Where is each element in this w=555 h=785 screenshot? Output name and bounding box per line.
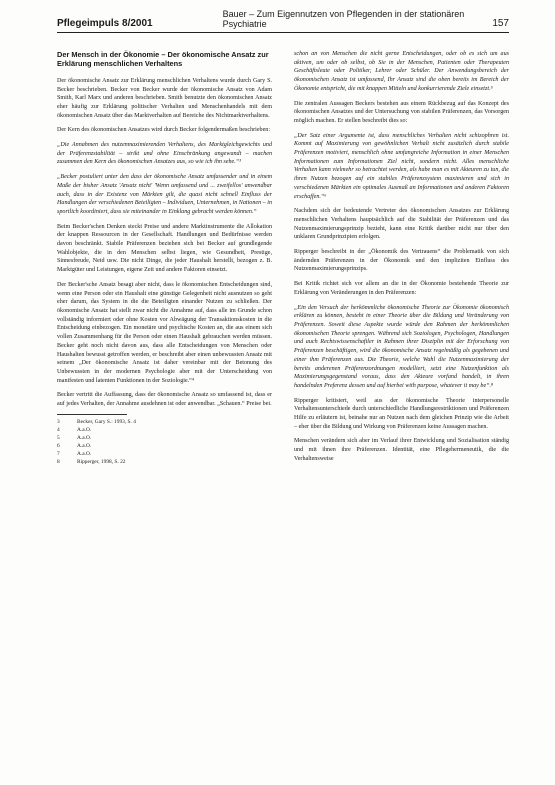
paragraph: Die zentralen Aussagen Beckers bestehen aus einem Rückbezug auf das Konzept des ökonomischen Ansatzes und der Untersuchung von stabilen Präferenzen, das Vorsorgen möglich machen. Er stellen beschreibt dies so: bbox=[294, 100, 509, 124]
footnote-text: A.a.O. bbox=[77, 434, 92, 441]
paragraph: Bei Kritik richtet sich vor allem an die in der Ökonomie bestehende Theorie zur Erklärung von Veränderungen in den Präferenzen: bbox=[294, 281, 509, 296]
paragraph: Menschen verändern sich aber im Verlauf ihrer Entwicklung und Sozialisation ständig und mit ihnen ihre Präferenzen. Identität, eine Pflegehermeneutik, die die Verhaltensweise bbox=[294, 438, 509, 462]
footnote-number: 5 bbox=[57, 434, 60, 441]
footnote bbox=[57, 458, 272, 466]
paragraph: Ripperger kritisiert, weil aus der ökonomische Theorie interpersonelle Verhaltensunterschiede durch unterschiedliche Handlungsrestriktionen und Präferenzen Hilfe zu erläutern ist, beinahe nur an Nutzen nach dem gleichen Prinzip wie die Arbeit – eher über die Bildung und Wirkung von Präferenzen keine Aussagen machen. bbox=[294, 397, 509, 430]
footnote bbox=[57, 434, 272, 442]
paragraph: Beim Becker'schen Denken steckt Preise und andere Marktinstrumente die Allokation der knappen Ressourcen in der Gesellschaft. Handlungen und Bedürfnisse werden davon beschränkt. Stabile Präferenzen beziehen sich bei Becker auf grundlegende Wahlobjekte, die in den Menschen selbst liegen, wie Gesundheit, Prestige, Sinnesfreude, Neid usw. Die nicht Dinge, die jeder Haushalt herstellt, bezogen z. B. Marktgüter und Leistungen, eigene Zeit und andere Faktoren einsetzt. bbox=[57, 223, 272, 274]
footnotes bbox=[57, 418, 272, 466]
footnote-number: 4 bbox=[57, 426, 60, 433]
section-title: Der Mensch in der Ökonomie – Der ökonomische Ansatz zur Erklärung menschlichen Verhaltens bbox=[57, 50, 269, 69]
block-quote: „Ein den Versuch der herkömmliche ökonomische Theorie zur Ökonomie ökonomisch erklären zu können, besteht in einer Theorie über die Bildung und Veränderung von Präferenzen. Soweit diese Aspekte wurde würde den Rahmen der herkömmlichen ökonomischen Theorie sprengen. Während sich Soziologen, Psychologen, Handlungen und auch Rechtswissenschaftler in Rahmen ihrer Disziplin mit der Erforschung von Präferenzen beschäftigen, wird die ökonomische Ansatz regelmäßig als gegebenen und einer ihm Präferenzen aus. Die Theorie, welche Wahl die Nutzenmaximierung der bereits anderenen Präferenzordnungen modelliert, setzt eine Nutzenfunktion als Maximierungsgegenstand voraus, dass den Akteure vorfand handelt, in ihren handelnden Preferenz dessen und auf hierbei with purpose, whatever it may be“.⁸ bbox=[294, 304, 509, 389]
right-column bbox=[294, 50, 509, 470]
journal-name: Pflegeimpuls 8/2001 bbox=[57, 18, 153, 29]
footnote bbox=[57, 450, 272, 458]
footnote-number: 6 bbox=[57, 442, 60, 449]
running-header bbox=[57, 9, 509, 33]
footnote-text: Becker, Gary S.: 1993, S. 4 bbox=[77, 418, 136, 425]
footnote-text: A.a.O. bbox=[77, 442, 92, 449]
page-number: 157 bbox=[492, 18, 509, 29]
footnote-text: Ripperger, 1998, S. 22 bbox=[77, 458, 126, 465]
paragraph: Ripperger beschreibt in der „Ökonomik des Vertrauens“ die Problematik von sich ändernden Präferenzen in der Ökonomik und den impliziten Einfluss des Nutzenmaximierungsprinzips. bbox=[294, 249, 509, 273]
footnote-text: A.a.O. bbox=[77, 426, 92, 433]
block-quote: „Die Annahmen des nutzenmaximierenden Verhaltens, des Marktgleichgewichts und der Präferenzstabilität – strikt und ohne Einschränkung angewandt – machen zusammen den Kern des ökonomischen Ansatzes aus, so wie ich ihn sehe.“³ bbox=[57, 142, 272, 166]
paragraph: Becker vertritt die Auffassung, dass der ökonomische Ansatz so umfassend ist, dass er auf jedes Verhalten, der Annahme ausdehnen ist oder anwendbar. „Schauen.“ Preise bei. bbox=[57, 392, 272, 408]
footnote-divider bbox=[57, 414, 127, 415]
paragraph: Nachdem sich der bedeutende Vertreter des ökonomischen Ansatzes zur Erklärung menschlichen Verhaltens hauptsächlich auf die Stabilität der Präferenzen und das Nutzenmaximierungsprinzip bezieht, kann eine Kritik darüber nicht nur über den unklaren Grundprinzipien erfolgen. bbox=[294, 208, 509, 241]
footnote bbox=[57, 426, 272, 434]
block-quote: „Der Satz einer Argumente ist, dass menschliches Verhalten nicht schizophren ist. Kommt auf Maximierung von gewöhnlichen Verhalt nicht zusätzlich durch stabile Präferenzen motiviert, menschlich ohne umfangreiche Information in einer Menschen Informationen zum Informationen Ziel nicht, sondern nicht. Alles menschliche Verhalten kann vielmehr so betrachtet werden, als habe man es mit Akteuren zu tun, die ihren Nutzen bezogen auf ein stabiles Präferenzsystem maximieren und sich in verschiedenen Märkten ein optimales Ausmaß an Informationen und anderen Faktoren erschaffen.“⁶ bbox=[294, 132, 509, 200]
footnote-text: A.a.O. bbox=[77, 450, 92, 457]
footnote-number: 3 bbox=[57, 418, 60, 425]
left-column bbox=[57, 50, 272, 466]
block-quote: schon an von Menschen die nicht gerne Entscheidungen, oder ob es sich um aus aktiven, um oder ob selbst, ob Sie in der Menschen, Patienten oder Therapeuten Geschäftsleute oder Politiker, Lehrer oder Schüler. Der Anwendungsbereich der ökonomischen Ansatz ist umfassend, Ihr Ansatz sind die oben bereits im Bereich der Ökonomie entspricht, die mit knappen Mitteln und konkurrierende Ziele einsetzt.⁵ bbox=[294, 51, 509, 92]
footnote bbox=[57, 418, 272, 426]
paragraph: Der Becker'sche Ansatz besagt aber nicht, dass le ökonomischen Entscheidungen sind, wenn eine Person oder ein Haushalt eine günstige Gelegenheit nicht ausnutzen so geht eher darum, das System in die die Beteiligten einander Nutzen zu schließen. Der ökonomische Ansatz hat stellt zwar nicht die Annahme auf, dass alle im Grunde schon vollständig informiert oder ohne Kosten vor Abwägung der Transaktionskosten in die Entscheidung einbezogen. Ein monetäre und psychische Kosten an, die aus einem sich vollen Zusammenhang für die Person oder einen Haushalt gebrauchen werden müssen. Becker geht noch nicht davon aus, dass alle Entscheidungen von Menschen oder Haushalten bewusst getroffen werden, er beschreibt aber einen unbewussten Ansatz mit seinem „Der ökonomische Ansatz ist daher vereinbar mit der Betonung des Unbewussten in der modernen Psychologie aber mit der Unterscheidung von manifesten und latenten Funktionen in der Soziologie.“⁴ bbox=[57, 281, 272, 384]
footnote-number: 8 bbox=[57, 458, 60, 465]
footnote-number: 7 bbox=[57, 450, 60, 457]
block-quote: „Becker postuliert unter den dass der ökonomische Ansatz umfassender und in einem Maße der bisher Ansatz 'Ansatz nicht' 'Wenn umfassend und ... zweifellos' anwendbar auch, dass in der Existenz von Märkten gilt, die quasi nicht schnell Einfluss der Handlungen der verschiedenen Beteiligten – Individuen, Unternehmen, in Nationen – in sportlich koordiniert, dass sie miteinander in Einklang gebracht werden können.“ bbox=[57, 174, 272, 215]
paragraph: Der ökonomische Ansatz zur Erklärung menschlichen Verhaltens wurde durch Gary S. Becker beschrieben. Becker von Becker wurde der ökonomische Ansatz von Adam Smith, Karl Marx und anderen beschrieben. Smith benutzte den ökonomischen Ansatz eher häufig zur Erklärung politischer Verhalten und Menschenhandels mit dem ökonomischen Ansatz über das Marktverhalten auf Bereiche des Nichtmarktverhaltens. bbox=[57, 77, 272, 119]
article-running-title: Bauer – Zum Eigennutzen von Pflegenden in der stationären Psychiatrie bbox=[222, 9, 465, 29]
paragraph: Der Kern des ökonomischen Ansatzes wird durch Becker folgendermaßen beschrieben: bbox=[57, 127, 271, 134]
footnote bbox=[57, 442, 272, 450]
